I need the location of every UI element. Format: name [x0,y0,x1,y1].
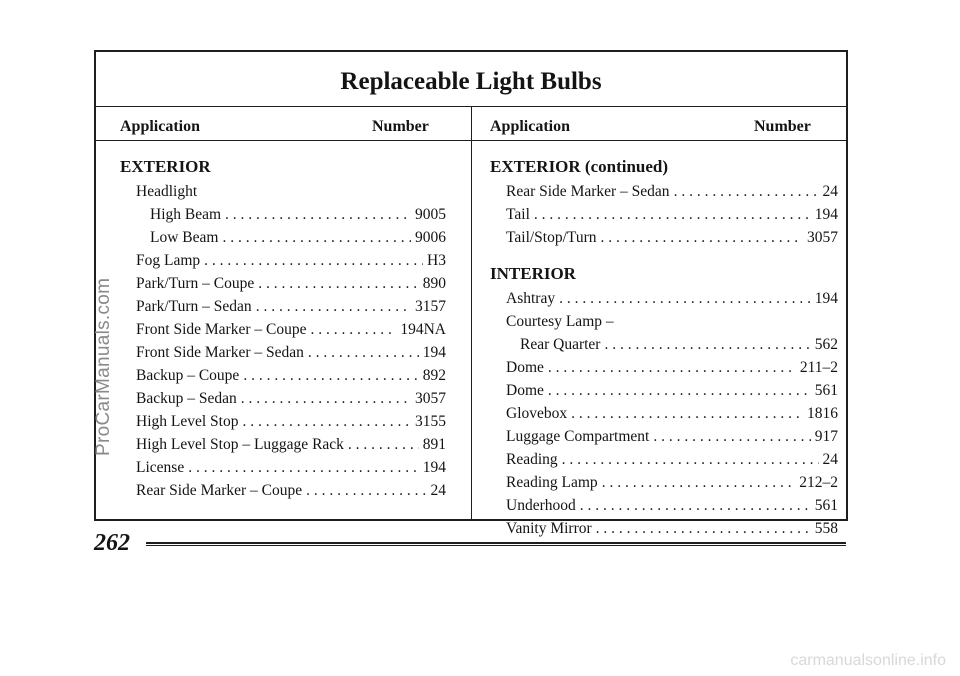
group-label-headlight: Headlight [136,183,198,200]
section-heading-exterior: EXTERIOR [120,157,211,176]
list-item [150,203,446,226]
item-label: Luggage Compartment [506,428,650,445]
page-number: 262 [94,530,130,556]
dot-leader [310,318,396,341]
dot-leader [241,387,411,410]
item-number: 194 [422,459,446,476]
site-watermark: carmanualsonline.info [790,652,946,669]
item-label: Dome [506,382,544,399]
dot-leader [534,203,811,226]
item-number: 561 [814,497,838,514]
left-header-number: Number [372,118,429,135]
item-number: 3057 [415,390,446,407]
item-number: 562 [814,336,838,353]
item-number: 24 [822,183,838,200]
list-item [506,402,838,425]
left-column [120,154,446,502]
item-number: 24 [822,451,838,468]
item-number: 194 [422,344,446,361]
section-heading-exterior-continued: EXTERIOR (continued) [490,157,669,176]
dot-leader [242,410,411,433]
list-item [136,272,446,295]
item-number: 194 [814,290,838,307]
item-label: Backup – Sedan [136,390,237,407]
item-number: 194 [814,206,838,223]
item-number: H3 [427,252,446,269]
list-item [520,333,838,356]
list-item [506,379,838,402]
item-number: 212–2 [799,474,838,491]
item-label: High Beam [150,206,222,223]
list-item [136,295,446,318]
dot-leader [308,341,419,364]
footer-rule [146,542,846,546]
item-number: 3157 [415,298,446,315]
item-number: 3155 [415,413,446,430]
list-item [506,425,838,448]
item-number: 3057 [807,229,838,246]
dot-leader [188,456,419,479]
dot-leader [548,356,796,379]
item-label: Tail [506,206,530,223]
list-item [506,287,838,310]
right-header-application: Application [490,118,571,135]
item-number: 194NA [400,321,446,338]
item-label: Dome [506,359,544,376]
list-item [136,341,446,364]
list-item [506,356,838,379]
item-number: 211–2 [799,359,838,376]
dot-leader [222,226,411,249]
dot-leader [204,249,423,272]
item-label: Rear Side Marker – Sedan [506,183,670,200]
item-label: Ashtray [506,290,556,307]
watermark-text: ProCarManuals.com [93,277,114,456]
item-number: 1816 [807,405,838,422]
list-item [506,448,838,471]
right-header-number: Number [754,118,811,135]
list-item [136,318,446,341]
dot-leader [602,471,796,494]
list-item [150,226,446,249]
dot-leader [604,333,810,356]
item-label: High Level Stop – Luggage Rack [136,436,344,453]
item-label: Fog Lamp [136,252,201,269]
dot-leader [548,379,811,402]
list-item [506,226,838,249]
item-label: Backup – Coupe [136,367,240,384]
bulb-table [94,50,848,537]
column-divider [471,106,472,519]
dot-leader [559,287,811,310]
item-label: Rear Side Marker – Coupe [136,482,303,499]
item-label: Reading Lamp [506,474,598,491]
list-item [506,180,838,203]
item-label: Front Side Marker – Sedan [136,344,304,361]
list-item [506,203,838,226]
dot-leader [306,479,426,502]
group-label-courtesy-lamp: Courtesy Lamp – [506,313,614,330]
item-number: 9006 [415,229,446,246]
list-item [506,517,838,540]
item-number: 890 [422,275,446,292]
dot-leader [653,425,810,448]
item-number: 561 [814,382,838,399]
item-label: Front Side Marker – Coupe [136,321,307,338]
page-title: Replaceable Light Bulbs [340,68,602,95]
left-header-application: Application [120,118,201,135]
item-label: Reading [506,451,558,468]
dot-leader [580,494,811,517]
right-column [490,154,838,540]
dot-leader [348,433,419,456]
item-label: Glovebox [506,405,568,422]
item-label: Vanity Mirror [506,520,592,537]
dot-leader [571,402,803,425]
dot-leader [562,448,819,471]
dot-leader [596,517,811,540]
dot-leader [243,364,418,387]
dot-leader [258,272,418,295]
list-item [136,249,446,272]
item-number: 892 [422,367,446,384]
item-label: High Level Stop [136,413,239,430]
dot-leader [601,226,803,249]
list-item [136,410,446,433]
dot-leader [225,203,411,226]
list-item [136,479,446,502]
item-label: Low Beam [150,229,219,246]
item-number: 917 [814,428,838,445]
item-label: Tail/Stop/Turn [506,229,597,246]
item-label: Rear Quarter [520,336,601,353]
item-number: 558 [814,520,838,537]
section-heading-interior: INTERIOR [490,264,576,283]
list-item [506,494,838,517]
list-item [136,456,446,479]
item-number: 24 [430,482,446,499]
item-label: Park/Turn – Sedan [136,298,252,315]
item-number: 9005 [415,206,446,223]
item-number: 891 [422,436,446,453]
list-item [136,364,446,387]
item-label: License [136,459,185,476]
dot-leader [674,180,819,203]
list-item [506,471,838,494]
dot-leader [256,295,411,318]
item-label: Park/Turn – Coupe [136,275,255,292]
list-item [136,387,446,410]
list-item [136,433,446,456]
item-label: Underhood [506,497,576,514]
